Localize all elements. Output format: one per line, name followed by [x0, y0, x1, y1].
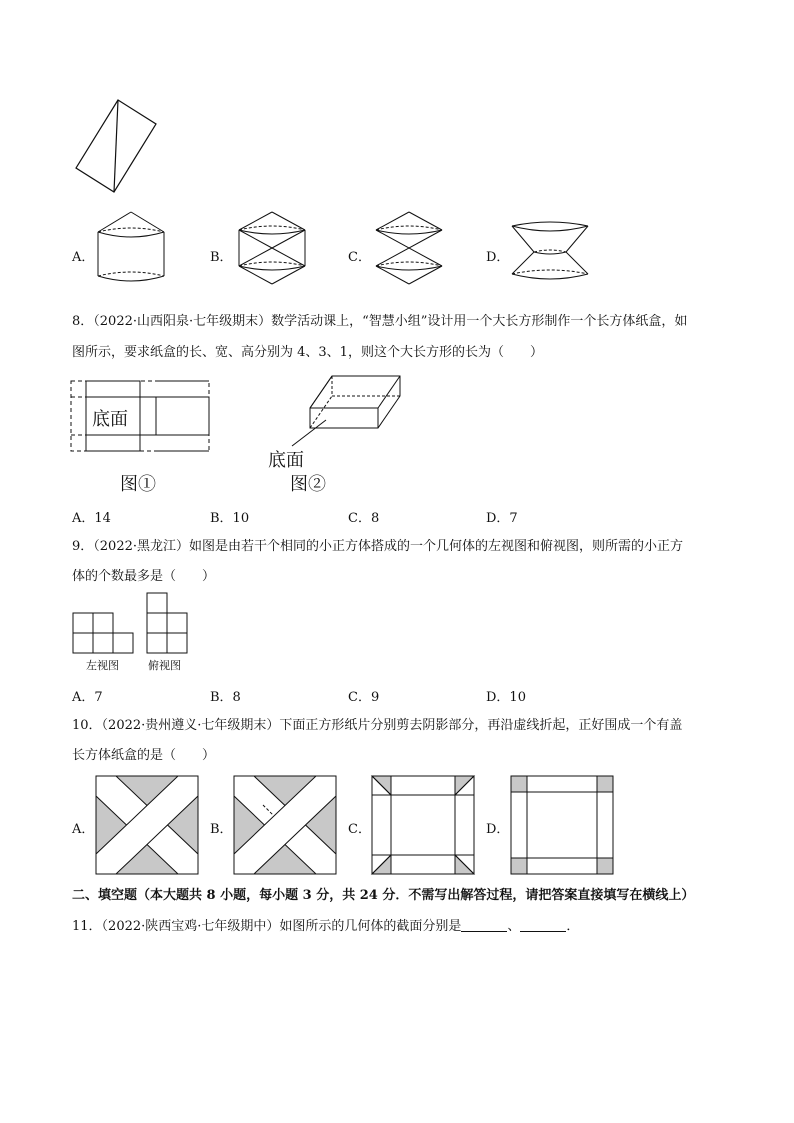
q9-option-a[interactable]: A．7: [72, 690, 103, 705]
q11-separator: 、: [507, 919, 521, 934]
q8-fig1-caption: 图①: [120, 474, 156, 495]
q7-option-c[interactable]: C．: [348, 250, 371, 265]
q11-stem: [72, 914, 579, 940]
q10-stem-line1: 10．（2022·贵州遵义·七年级期末）下面正方形纸片分别剪去阴影部分，再沿虚线折起，正好围成一个有盖: [72, 718, 683, 733]
section-2-heading: 二、填空题（本大题共 8 小题，每小题 3 分，共 24 分．不需写出解答过程，请把答案直接填写在横线上）: [72, 888, 695, 903]
q9-option-c[interactable]: C．9: [348, 690, 380, 705]
q9-stem-line2: 体的个数最多是（ ）: [72, 569, 216, 584]
q7-option-a-figure: [96, 210, 166, 286]
q9-top-view-figure: [146, 592, 188, 654]
q8-stem-line1: 8．（2022·山西阳泉·七年级期末）数学活动课上，“智慧小组”设计用一个大长方形制作一个长方体纸盒，如: [72, 314, 688, 329]
q8-stem-line2: 图所示，要求纸盒的长、宽、高分别为 4、3、1，则这个大长方形的长为（ ）: [72, 345, 543, 360]
q10-option-c[interactable]: C．: [348, 822, 371, 837]
q10-option-d-figure: [510, 775, 614, 875]
q9-stem-line1: 9．（2022·黑龙江）如图是由若干个相同的小正方体搭成的一个几何体的左视图和俯视图，则所需的小正方: [72, 539, 683, 554]
q8-option-d[interactable]: D．7: [486, 511, 518, 526]
q9-top-view-caption: 俯视图: [148, 659, 181, 672]
q7-option-b[interactable]: B．: [210, 250, 233, 265]
q8-figure-1: [70, 380, 212, 460]
q10-option-b-figure: [233, 775, 337, 875]
q10-option-c-figure: [371, 775, 475, 875]
q7-option-d[interactable]: D．: [486, 250, 510, 265]
q10-option-b[interactable]: B．: [210, 822, 233, 837]
q9-option-d[interactable]: D．10: [486, 690, 526, 705]
q11-blank-1[interactable]: [461, 918, 507, 932]
q10-option-a[interactable]: A．: [72, 822, 95, 837]
q11-end: ．: [566, 919, 580, 934]
q8-fig1-bottom-label: 底面: [92, 409, 128, 430]
q9-left-view-caption: 左视图: [86, 659, 119, 672]
q8-fig2-caption: 图②: [290, 474, 326, 495]
q8-label-pointer: [290, 418, 330, 448]
q10-stem-line2: 长方体纸盒的是（ ）: [72, 748, 216, 763]
q7-option-a[interactable]: A．: [72, 250, 95, 265]
q8-option-c[interactable]: C．8: [348, 511, 380, 526]
q8-option-b[interactable]: B．10: [210, 511, 250, 526]
q10-option-a-figure: [95, 775, 199, 875]
q8-fig2-bottom-label: 底面: [268, 450, 304, 471]
q11-blank-2[interactable]: [520, 918, 566, 932]
q7-option-b-figure: [237, 210, 307, 286]
q9-option-b[interactable]: B．8: [210, 690, 241, 705]
q7-option-c-figure: [374, 210, 444, 286]
q8-option-a[interactable]: A．14: [72, 511, 111, 526]
q11-stem-text: 11．（2022·陕西宝鸡·七年级期中）如图所示的几何体的截面分别是: [72, 919, 462, 934]
q7-option-d-figure: [510, 218, 590, 284]
q9-left-view-figure: [72, 612, 134, 654]
q7-prism-figure: [72, 96, 162, 196]
q10-option-d[interactable]: D．: [486, 822, 510, 837]
